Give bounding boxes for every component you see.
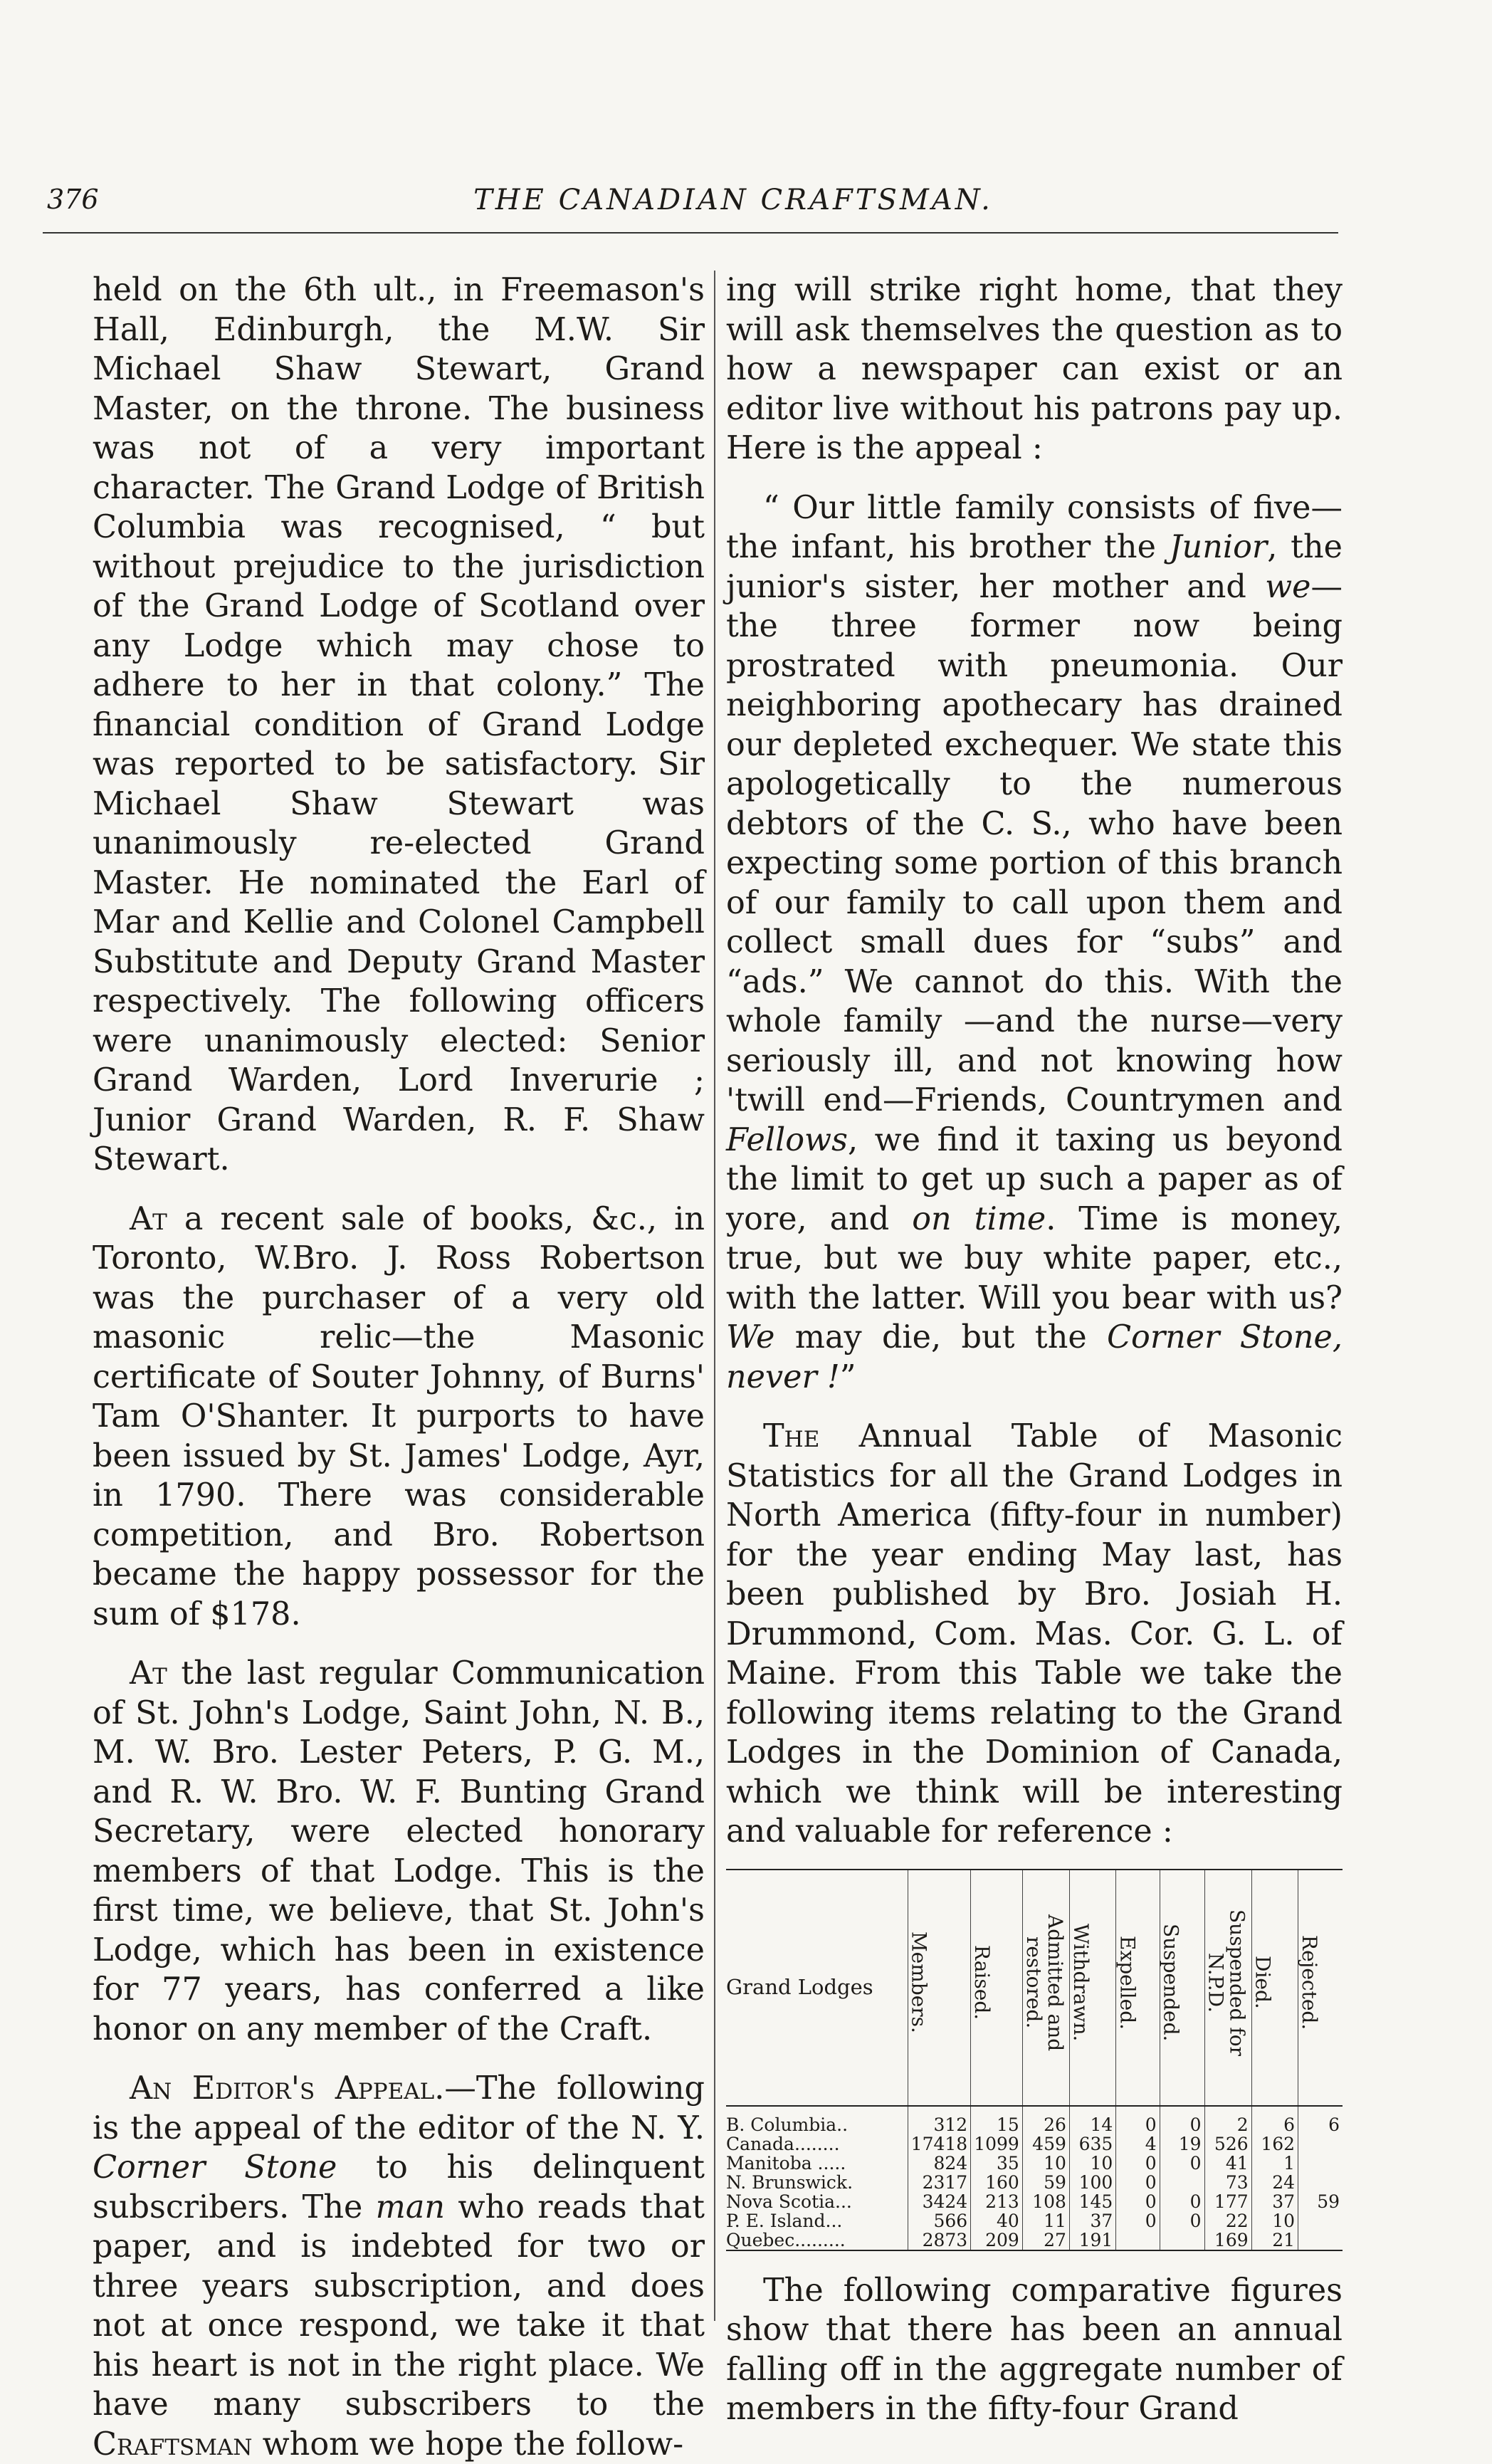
table-cell: 11 — [1022, 2211, 1069, 2230]
column-header: Rejected. — [1298, 1870, 1343, 2106]
table-cell: 6 — [1298, 2106, 1343, 2134]
table-cell: 24 — [1251, 2173, 1298, 2192]
right-column — [726, 271, 1343, 2429]
table-cell — [1298, 2211, 1343, 2230]
table-cell: 160 — [971, 2173, 1023, 2192]
column-header: Suspended. — [1160, 1870, 1204, 2106]
table-cell: 635 — [1069, 2134, 1115, 2154]
table-row — [726, 2192, 1343, 2211]
lodge-name-cell: Canada........ — [726, 2133, 840, 2154]
table-cell: 22 — [1204, 2211, 1251, 2230]
column-header: Grand Lodges — [726, 1870, 908, 2106]
lodge-name-cell: Quebec......... — [726, 2230, 908, 2250]
table-cell: 27 — [1022, 2230, 1069, 2250]
table-cell: 0 — [1116, 2106, 1160, 2134]
article-book-sale: At a recent sale of books, &c., in Toronto, W.Bro. J. Ross Robertson was the purchaser of a very old masonic relic—the Masonic certificate of Souter Johnny, of Burns' Tam O'Shanter. It purports to have been issued by St. James' Lodge, Ayr, in 1790. There was considerable competition, and Bro. Robertson became the happy possessor for the sum of $178. — [93, 1200, 705, 1632]
table-cell: 59 — [1022, 2173, 1069, 2192]
left-column — [93, 271, 705, 2464]
table-cell — [1298, 2154, 1343, 2173]
column-header: Admitted and restored. — [1022, 1870, 1069, 2106]
column-header: Suspended for N.P.D. — [1204, 1870, 1251, 2106]
page-header — [0, 184, 1492, 226]
statistics-intro: The Annual Table of Masonic Statistics for all the Grand Lodges in North America (fifty-four in number) for the year ending May last, has been published by Bro. Josiah H. Drummond, Com. Mas. Cor. G. L. of Maine. From this Table we take the following items relating to the Grand Lodges in the Dominion of Canada, which we think will be interesting and valuable for reference : — [726, 1418, 1343, 1850]
table-cell: 21 — [1251, 2230, 1298, 2250]
table-cell — [1298, 2134, 1343, 2154]
table-cell: 0 — [1116, 2173, 1160, 2192]
table-cell: 41 — [1204, 2154, 1251, 2173]
table-cell: 1 — [1251, 2154, 1298, 2173]
table-cell: 15 — [971, 2106, 1023, 2134]
lodge-name-cell: N. Brunswick. — [726, 2171, 853, 2193]
table-cell: 566 — [908, 2211, 971, 2230]
column-header: Expelled. — [1116, 1870, 1160, 2106]
table-cell: 6 — [1251, 2106, 1298, 2134]
table-cell — [1298, 2230, 1343, 2250]
table-cell: 0 — [1116, 2211, 1160, 2230]
article-continued: held on the 6th ult., in Freemason's Hall, Edinburgh, the M.W. Sir Michael Shaw Stewart, Grand Master, on the throne. The business was not of a very important character. The Grand Lodge of British Columbia was recognised, “ but without prejudice to the jurisdiction of the Grand Lodge of Scotland over any Lodge which may chose to adhere to her in that colony.” The financial condition of Grand Lodge was reported to be satisfactory. Sir Michael Shaw Stewart was unanimously re-elected Grand Master. He nominated the Earl of Mar and Kellie and Colonel Campbell Substitute and Deputy Grand Master respectively. The following officers were unanimously elected: Senior Grand Warden, Lord Inverurie ; Junior Grand Warden, R. F. Shaw Stewart. — [93, 272, 705, 1178]
lead-word: At — [130, 1655, 167, 1692]
table-cell — [1160, 2230, 1204, 2250]
table-cell: 213 — [971, 2192, 1023, 2211]
table-cell: 2873 — [908, 2230, 971, 2250]
table-cell: 26 — [1022, 2106, 1069, 2134]
table-body — [726, 2106, 1343, 2250]
appeal-intro: ing will strike right home, that they will ask themselves the question as to how a newspaper can exist or an editor live without his patrons pay up. Here is the appeal : — [726, 272, 1343, 466]
table-cell: 37 — [1251, 2192, 1298, 2211]
comparative-figures: The following comparative figures show that there has been an annual falling off in the aggregate number of members in the fifty-four Grand — [726, 2272, 1343, 2427]
table-cell: 0 — [1160, 2106, 1204, 2134]
table-cell: 35 — [971, 2154, 1023, 2173]
table-cell: 10 — [1069, 2154, 1115, 2173]
statistics-table — [726, 1869, 1343, 2251]
table-cell: 1099 — [971, 2134, 1023, 2154]
appeal-quote: “ Our little family consists of five—the infant, his brother the Junior, the junior's sister, her mother and we—the three former now being prostrated with pneumonia. Our neighboring apothecary has drained our depleted exchequer. We state this apologetically to the numerous debtors of the C. S., who have been expecting some portion of this branch of our family to call upon them and collect small dues for “subs” and “ads.” We cannot do this. With the whole family —and the nurse—very seriously ill, and not knowing how 'twill end—Friends, Countrymen and Fellows, we find it taxing us beyond the limit to get up such a paper as of yore, and on time. Time is money, true, but we buy white paper, etc., with the latter. Will you bear with us? We may die, but the Corner Stone, never !” — [726, 489, 1343, 1395]
table-cell: 17418 — [908, 2134, 971, 2154]
table-cell: 2 — [1204, 2106, 1251, 2134]
table-cell: 526 — [1204, 2134, 1251, 2154]
table-row — [726, 2154, 1343, 2173]
table-cell: 10 — [1022, 2154, 1069, 2173]
table-cell: 0 — [1116, 2192, 1160, 2211]
column-header: Raised. — [971, 1870, 1023, 2106]
table-row — [726, 2134, 1343, 2154]
table-cell: 100 — [1069, 2173, 1115, 2192]
table-cell: 73 — [1204, 2173, 1251, 2192]
table-cell: 59 — [1298, 2192, 1343, 2211]
column-header: Died. — [1251, 1870, 1298, 2106]
table-cell: 0 — [1160, 2154, 1204, 2173]
table-cell: 19 — [1160, 2134, 1204, 2154]
table-cell: 169 — [1204, 2230, 1251, 2250]
table-cell: 4 — [1116, 2134, 1160, 2154]
column-header: Members. — [908, 1870, 971, 2106]
table-row — [726, 2173, 1343, 2192]
header-rule — [43, 232, 1338, 234]
page-number: 376 — [47, 184, 99, 215]
table-cell: 824 — [908, 2154, 971, 2173]
table-cell: 37 — [1069, 2211, 1115, 2230]
table-cell: 3424 — [908, 2192, 971, 2211]
table-row — [726, 2106, 1343, 2134]
lodge-name-cell: Manitoba ..... — [726, 2152, 846, 2174]
table-cell: 108 — [1022, 2192, 1069, 2211]
table-cell — [1160, 2173, 1204, 2192]
table-cell — [1116, 2230, 1160, 2250]
table-cell: 14 — [1069, 2106, 1115, 2134]
column-divider — [714, 271, 715, 2321]
lodge-name-cell: Nova Scotia... — [726, 2191, 852, 2212]
lodge-name-cell: P. E. Island... — [726, 2210, 843, 2231]
table-cell: 0 — [1160, 2192, 1204, 2211]
table-cell: 0 — [1116, 2154, 1160, 2173]
lead-word: The — [763, 1418, 820, 1454]
article-editors-appeal: An Editor's Appeal.—The following is the appeal of the editor of the N. Y. Corner Stone to his delinquent subscribers. The man who reads that paper, and is indebted for two or three years subscription, and does not at once respond, we take it that his heart is not in the right place. We have many subscribers to the Craftsman whom we hope the follow- — [93, 2070, 705, 2463]
table-row — [726, 2211, 1343, 2230]
table-cell: 191 — [1069, 2230, 1115, 2250]
table-cell: 177 — [1204, 2192, 1251, 2211]
lodge-name-cell: B. Columbia.. — [726, 2114, 849, 2135]
table-cell: 10 — [1251, 2211, 1298, 2230]
running-title: THE CANADIAN CRAFTSMAN. — [473, 184, 993, 216]
table-cell: 209 — [971, 2230, 1023, 2250]
column-header: Withdrawn. — [1069, 1870, 1115, 2106]
table-cell: 0 — [1160, 2211, 1204, 2230]
section-heading: An Editor's Appeal. — [130, 2070, 445, 2107]
table-cell: 2317 — [908, 2173, 971, 2192]
table-cell — [1298, 2173, 1343, 2192]
table-cell: 145 — [1069, 2192, 1115, 2211]
table-cell: 312 — [908, 2106, 971, 2134]
table-row — [726, 2230, 1343, 2250]
table-header-row — [726, 1870, 1343, 2106]
table-cell: 459 — [1022, 2134, 1069, 2154]
table-cell: 40 — [971, 2211, 1023, 2230]
table-cell: 162 — [1251, 2134, 1298, 2154]
article-st-johns-lodge: At the last regular Communication of St. John's Lodge, Saint John, N. B., M. W. Bro. Lester Peters, P. G. M., and R. W. Bro. W. F. Bunting Grand Secretary, were elected honorary members of that Lodge. This is the first time, we believe, that St. John's Lodge, which has been in existence for 77 years, has conferred a like honor on any member of the Craft. — [93, 1655, 705, 2048]
lead-word: At — [130, 1200, 167, 1237]
